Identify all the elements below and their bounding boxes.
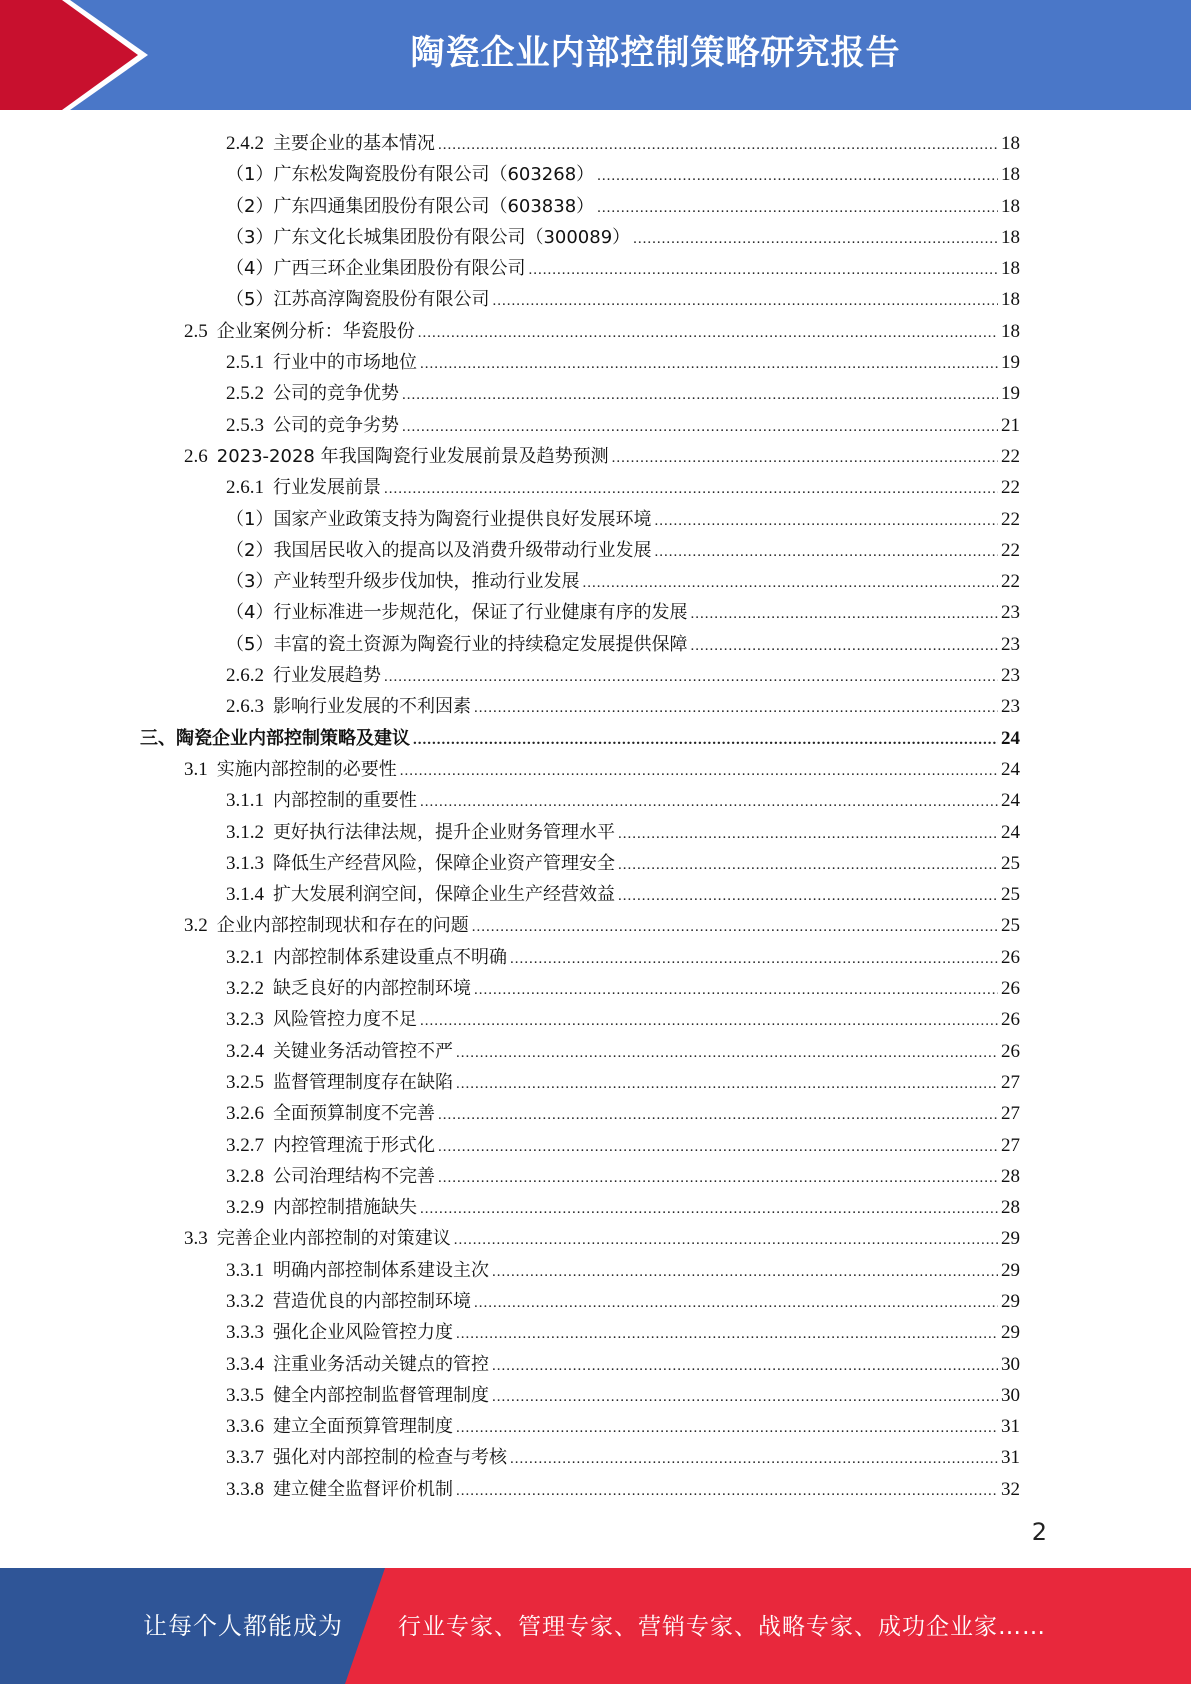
toc-entry-title: 强化企业风险管控力度	[273, 1322, 453, 1344]
toc-entry[interactable]	[140, 472, 1020, 503]
toc-entry-number: 3.3.5	[226, 1384, 264, 1406]
toc-entry-title: （5）江苏高淳陶瓷股份有限公司	[226, 289, 490, 311]
toc-entry-page: 26	[1001, 1009, 1020, 1031]
toc-dot-leader	[654, 506, 998, 537]
toc-entry[interactable]	[140, 1442, 1020, 1473]
toc-entry-title: 内控管理流于形式化	[273, 1134, 435, 1156]
toc-entry[interactable]	[140, 535, 1020, 566]
toc-entry-page: 24	[1001, 790, 1020, 812]
toc-entry[interactable]	[140, 378, 1020, 409]
toc-entry-page: 22	[1001, 508, 1020, 530]
toc-dot-leader	[690, 631, 998, 662]
toc-entry[interactable]	[140, 973, 1020, 1004]
toc-dot-leader	[420, 349, 998, 380]
toc-dot-leader	[402, 380, 998, 411]
toc-entry-number: 3.3.8	[226, 1478, 264, 1500]
toc-entry-title: 行业发展趋势	[273, 665, 381, 687]
toc-entry-number: 3.2	[184, 915, 208, 937]
toc-entry-number: 3.2.9	[226, 1197, 264, 1219]
toc-entry-title: 公司的竞争优势	[273, 383, 399, 405]
toc-entry-number: 2.5.3	[226, 414, 264, 436]
toc-entry-title: （3）广东文化长城集团股份有限公司（300089）	[226, 226, 631, 248]
toc-entry-page: 18	[1001, 289, 1020, 311]
toc-entry[interactable]	[140, 253, 1020, 284]
toc-entry[interactable]	[140, 1067, 1020, 1098]
toc-entry[interactable]	[140, 1380, 1020, 1411]
toc-entry-page: 31	[1001, 1416, 1020, 1438]
toc-entry[interactable]	[140, 629, 1020, 660]
toc-dot-leader	[582, 568, 998, 599]
toc-dot-leader	[456, 1476, 998, 1507]
toc-entry-number: 3.2.5	[226, 1071, 264, 1093]
page-footer	[0, 1568, 1191, 1684]
toc-entry-number: 3.1.1	[226, 790, 264, 812]
toc-entry-page: 26	[1001, 1040, 1020, 1062]
toc-entry-page: 29	[1001, 1228, 1020, 1250]
toc-entry-page: 23	[1001, 696, 1020, 718]
toc-entry[interactable]	[140, 1161, 1020, 1192]
footer-slogan-left: 让每个人都能成为	[143, 1612, 343, 1640]
toc-entry-title: 企业案例分析：华瓷股份	[216, 320, 415, 342]
toc-entry-title: （1）国家产业政策支持为陶瓷行业提供良好发展环境	[226, 508, 652, 530]
toc-entry-page: 29	[1001, 1290, 1020, 1312]
toc-entry-title: （2）广东四通集团股份有限公司（603838）	[226, 195, 595, 217]
toc-dot-leader	[420, 1194, 998, 1225]
toc-dot-leader	[474, 975, 998, 1006]
toc-dot-leader	[402, 412, 998, 443]
toc-dot-leader	[384, 474, 998, 505]
toc-entry-page: 18	[1001, 320, 1020, 342]
toc-entry-title: 影响行业发展的不利因素	[273, 696, 471, 718]
toc-entry-page: 22	[1001, 539, 1020, 561]
toc-entry-number: 2.4.2	[226, 133, 264, 154]
toc-entry-title: 明确内部控制体系建设主次	[273, 1259, 489, 1281]
toc-dot-leader	[633, 224, 998, 255]
toc-dot-leader	[400, 756, 998, 787]
toc-entry-page: 18	[1001, 164, 1020, 186]
toc-entry[interactable]	[140, 159, 1020, 190]
toc-entry[interactable]	[140, 1474, 1020, 1505]
toc-dot-leader	[510, 944, 998, 975]
toc-dot-leader	[492, 1257, 998, 1288]
toc-entry[interactable]	[140, 848, 1020, 879]
toc-entry-number: 3.3.1	[226, 1259, 264, 1281]
toc-entry-number: 3.2.2	[226, 978, 264, 1000]
toc-entry[interactable]	[140, 1411, 1020, 1442]
page-number: 2	[1031, 1518, 1047, 1546]
toc-entry-page: 18	[1001, 195, 1020, 217]
toc-entry-page: 24	[1001, 727, 1020, 749]
toc-entry-page: 19	[1001, 352, 1020, 374]
toc-entry-number: 3.1.4	[226, 884, 264, 906]
toc-entry-number: 3.2.6	[226, 1103, 264, 1125]
toc-entry-title: 建立健全监督评价机制	[273, 1478, 453, 1500]
toc-entry[interactable]	[140, 879, 1020, 910]
toc-entry[interactable]	[140, 660, 1020, 691]
toc-entry-title: 更好执行法律法规，提升企业财务管理水平	[273, 821, 615, 843]
toc-entry[interactable]	[140, 441, 1020, 472]
toc-dot-leader	[438, 130, 998, 161]
page-header	[0, 0, 1191, 110]
toc-entry[interactable]	[140, 817, 1020, 848]
toc-entry[interactable]	[140, 347, 1020, 378]
toc-entry[interactable]	[140, 1130, 1020, 1161]
toc-entry[interactable]	[140, 1286, 1020, 1317]
toc-entry[interactable]	[140, 284, 1020, 315]
toc-entry-page: 32	[1001, 1478, 1020, 1500]
toc-entry-page: 28	[1001, 1165, 1020, 1187]
toc-entry[interactable]	[140, 1192, 1020, 1223]
toc-entry[interactable]	[140, 410, 1020, 441]
toc-dot-leader	[618, 819, 998, 850]
toc-entry-number: 3.3.2	[226, 1290, 264, 1312]
toc-entry-page: 29	[1001, 1259, 1020, 1281]
toc-entry-page: 22	[1001, 445, 1020, 467]
toc-entry-title: 行业发展前景	[273, 477, 381, 499]
toc-entry-page: 22	[1001, 477, 1020, 499]
table-of-contents	[140, 128, 1020, 1505]
toc-entry-page: 30	[1001, 1384, 1020, 1406]
toc-entry-page: 22	[1001, 571, 1020, 593]
toc-entry-title: 监督管理制度存在缺陷	[273, 1071, 453, 1093]
toc-entry-page: 19	[1001, 383, 1020, 405]
toc-entry-title: 强化对内部控制的检查与考核	[273, 1447, 507, 1469]
toc-entry-number: 3.3	[184, 1228, 208, 1250]
toc-dot-leader	[420, 787, 998, 818]
toc-entry-title: 公司治理结构不完善	[273, 1165, 435, 1187]
toc-entry[interactable]	[140, 754, 1020, 785]
toc-entry-title: 内部控制体系建设重点不明确	[273, 946, 507, 968]
toc-entry-page: 27	[1001, 1103, 1020, 1125]
toc-dot-leader	[454, 1225, 998, 1256]
toc-dot-leader	[690, 599, 998, 630]
toc-entry[interactable]	[140, 910, 1020, 941]
toc-entry-number: 2.6	[184, 445, 208, 467]
toc-entry-title: 三、陶瓷企业内部控制策略及建议	[140, 727, 410, 749]
toc-entry-title: （5）丰富的瓷土资源为陶瓷行业的持续稳定发展提供保障	[226, 633, 688, 655]
toc-entry-title: 2023-2028 年我国陶瓷行业发展前景及趋势预测	[216, 445, 609, 467]
toc-entry[interactable]	[140, 316, 1020, 347]
toc-entry[interactable]	[140, 1317, 1020, 1348]
toc-dot-leader	[456, 1319, 998, 1350]
toc-entry-page: 25	[1001, 915, 1020, 937]
toc-entry-number: 3.2.3	[226, 1009, 264, 1031]
toc-entry-title: （3）产业转型升级步伐加快，推动行业发展	[226, 571, 580, 593]
toc-entry-number: 2.5.2	[226, 383, 264, 405]
toc-dot-leader	[597, 161, 998, 192]
toc-dot-leader	[474, 693, 998, 724]
toc-dot-leader	[597, 193, 998, 224]
toc-entry-title: 营造优良的内部控制环境	[273, 1290, 471, 1312]
toc-entry-page: 18	[1001, 226, 1020, 248]
toc-entry-number: 3.1	[184, 758, 208, 780]
toc-entry-title: 完善企业内部控制的对策建议	[216, 1228, 451, 1250]
toc-dot-leader	[418, 318, 998, 349]
toc-entry[interactable]	[140, 191, 1020, 222]
toc-entry-page: 30	[1001, 1353, 1020, 1375]
toc-entry-page: 21	[1001, 414, 1020, 436]
toc-entry-number: 2.6.1	[226, 477, 264, 499]
toc-dot-leader	[456, 1038, 998, 1069]
toc-entry-number: 3.1.2	[226, 821, 264, 843]
toc-dot-leader	[618, 881, 998, 912]
toc-entry-page: 27	[1001, 1134, 1020, 1156]
toc-entry-title: 行业中的市场地位	[273, 352, 417, 374]
toc-dot-leader	[492, 1351, 998, 1382]
toc-entry-title: 企业内部控制现状和存在的问题	[216, 915, 469, 937]
toc-entry-number: 3.2.1	[226, 946, 264, 968]
toc-entry-title: 内部控制措施缺失	[273, 1197, 417, 1219]
toc-dot-leader	[438, 1163, 998, 1194]
toc-entry-title: （4）广西三环企业集团股份有限公司	[226, 258, 526, 280]
toc-entry[interactable]	[140, 1349, 1020, 1380]
toc-dot-leader	[413, 725, 998, 756]
toc-entry-title: （1）广东松发陶瓷股份有限公司（603268）	[226, 164, 595, 186]
toc-entry-page: 23	[1001, 633, 1020, 655]
toc-entry-page: 31	[1001, 1447, 1020, 1469]
toc-entry[interactable]	[140, 566, 1020, 597]
toc-dot-leader	[492, 1382, 998, 1413]
toc-entry-number: 3.3.7	[226, 1447, 264, 1469]
toc-entry-page: 25	[1001, 884, 1020, 906]
toc-entry-title: 缺乏良好的内部控制环境	[273, 978, 471, 1000]
toc-dot-leader	[384, 662, 998, 693]
toc-dot-leader	[510, 1444, 998, 1475]
toc-entry-title: 内部控制的重要性	[273, 790, 417, 812]
report-title: 陶瓷企业内部控制策略研究报告	[410, 33, 901, 73]
toc-dot-leader	[472, 912, 998, 943]
toc-entry[interactable]	[140, 1255, 1020, 1286]
toc-entry[interactable]	[140, 597, 1020, 628]
toc-entry-title: （2）我国居民收入的提高以及消费升级带动行业发展	[226, 539, 652, 561]
toc-dot-leader	[612, 443, 998, 474]
toc-dot-leader	[654, 537, 998, 568]
toc-entry-page: 23	[1001, 665, 1020, 687]
toc-entry-page: 23	[1001, 602, 1020, 624]
toc-dot-leader	[474, 1288, 998, 1319]
toc-entry-title: 主要企业的基本情况	[273, 133, 435, 154]
toc-dot-leader	[528, 255, 998, 286]
toc-entry-page: 29	[1001, 1322, 1020, 1344]
toc-entry-title: 降低生产经营风险，保障企业资产管理安全	[273, 852, 615, 874]
toc-entry-number: 3.1.3	[226, 852, 264, 874]
toc-entry[interactable]	[140, 1098, 1020, 1129]
toc-entry-title: 公司的竞争劣势	[273, 414, 399, 436]
toc-entry-title: 扩大发展利润空间，保障企业生产经营效益	[273, 884, 615, 906]
toc-entry-page: 24	[1001, 758, 1020, 780]
toc-dot-leader	[420, 1006, 998, 1037]
toc-entry-number: 3.3.3	[226, 1322, 264, 1344]
toc-entry[interactable]	[140, 1223, 1020, 1254]
toc-entry-number: 3.2.8	[226, 1165, 264, 1187]
toc-entry-number: 2.5.1	[226, 352, 264, 374]
toc-entry[interactable]	[140, 785, 1020, 816]
toc-entry-title: 全面预算制度不完善	[273, 1103, 435, 1125]
toc-dot-leader	[492, 286, 998, 317]
toc-dot-leader	[618, 850, 998, 881]
toc-entry-title: 健全内部控制监督管理制度	[273, 1384, 489, 1406]
toc-entry[interactable]	[140, 723, 1020, 754]
toc-entry-title: （4）行业标准进一步规范化，保证了行业健康有序的发展	[226, 602, 688, 624]
toc-entry-page: 28	[1001, 1197, 1020, 1219]
toc-entry[interactable]	[140, 942, 1020, 973]
toc-entry[interactable]	[140, 222, 1020, 253]
toc-dot-leader	[456, 1413, 998, 1444]
toc-entry[interactable]	[140, 504, 1020, 535]
toc-entry[interactable]	[140, 1004, 1020, 1035]
toc-entry-number: 3.2.7	[226, 1134, 264, 1156]
toc-entry-number: 2.6.2	[226, 665, 264, 687]
toc-entry-title: 风险管控力度不足	[273, 1009, 417, 1031]
toc-entry-title: 实施内部控制的必要性	[216, 758, 397, 780]
toc-entry-page: 25	[1001, 852, 1020, 874]
toc-entry-page: 26	[1001, 946, 1020, 968]
toc-entry-number: 3.3.6	[226, 1416, 264, 1438]
toc-entry[interactable]	[140, 128, 1020, 159]
toc-entry-title: 关键业务活动管控不严	[273, 1040, 453, 1062]
toc-entry[interactable]	[140, 1036, 1020, 1067]
toc-entry[interactable]	[140, 691, 1020, 722]
toc-entry-page: 27	[1001, 1071, 1020, 1093]
toc-entry-page: 26	[1001, 978, 1020, 1000]
toc-entry-number: 2.6.3	[226, 696, 264, 718]
toc-dot-leader	[438, 1132, 998, 1163]
toc-entry-title: 注重业务活动关键点的管控	[273, 1353, 489, 1375]
toc-entry-number: 3.3.4	[226, 1353, 264, 1375]
toc-dot-leader	[438, 1100, 998, 1131]
toc-entry-title: 建立全面预算管理制度	[273, 1416, 453, 1438]
toc-entry-page: 24	[1001, 821, 1020, 843]
footer-slogan-right: 行业专家、管理专家、营销专家、战略专家、成功企业家……	[398, 1614, 1046, 1640]
toc-entry-page: 18	[1001, 258, 1020, 280]
toc-entry-number: 2.5	[184, 320, 208, 342]
toc-entry-page: 18	[1001, 133, 1020, 154]
toc-dot-leader	[456, 1069, 998, 1100]
toc-entry-number: 3.2.4	[226, 1040, 264, 1062]
